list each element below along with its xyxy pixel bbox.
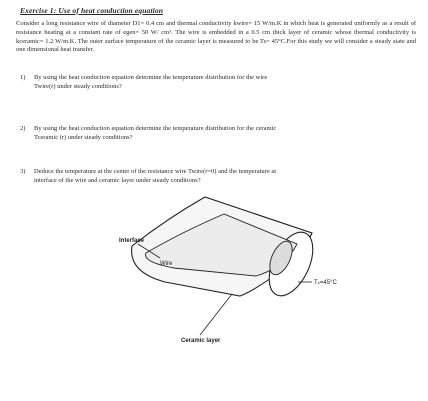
surface-temperature-label: Tₛ=45°C — [314, 280, 337, 286]
question-2-line-1: By using the heat conduction equation determine the temperature distribution for the ceramic — [34, 125, 277, 132]
question-3-number: 3) — [20, 168, 26, 175]
ceramic-pointer — [200, 294, 232, 335]
interface-label: Interface — [119, 238, 145, 244]
problem-statement: Consider a long resistance wire of diameter D1= 0.4 cm and thermal conductivity kwire= 15 W/m.K in which heat is generated uniformly as a result of resistance heating at a constant rate of egen= 50 W/ cm³. The wire is embedded in a 0.5 cm thick layer of ceramic whose thermal conductivity is kceramic= 1.2 W/m.K. The outer surface temperature of the ceramic layer is measured to be Ts= 45°C.For this study we will consider a steady state and one dimensional heat transfer. — [16, 20, 416, 54]
question-3-line-1: Deduce the temperature at the center of the resistance wire Twire(r=0) and the temperature at — [34, 168, 277, 175]
question-1-line-1: By using the heat conduction equation determine the temperature distribution for the wire — [34, 74, 268, 81]
question-3-line-2: interface of the wire and ceramic layer under steady conditions? — [34, 176, 201, 184]
exercise-title: Exercise 1: Use of heat conduction equation — [20, 6, 164, 15]
question-2-number: 2) — [20, 125, 26, 132]
question-1-line-2: Twire(r) under steady conditions? — [34, 82, 122, 90]
ceramic-layer-label: Ceramic layer — [181, 338, 221, 344]
question-1-number: 1) — [20, 74, 26, 81]
wire-label: Wire — [160, 261, 173, 267]
question-2-line-2: Tceramic (r) under steady conditions? — [34, 133, 133, 141]
